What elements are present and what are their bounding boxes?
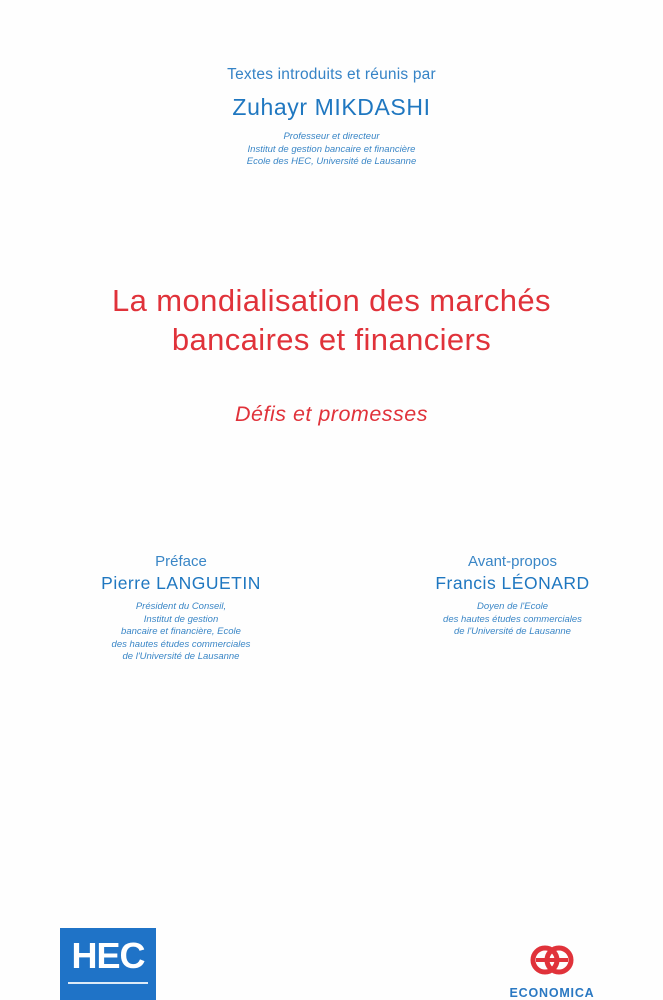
foreword-label: Avant-propos xyxy=(468,553,557,570)
preface-affiliation xyxy=(40,601,322,664)
economica-logo xyxy=(502,942,602,1000)
preface-affiliation-line: Président du Conseil, xyxy=(135,601,227,612)
preface-affiliation-line: bancaire et financière, Ecole xyxy=(121,626,241,637)
foreword-author: Francis LÉONARD xyxy=(435,573,590,593)
book-title-line: bancaires et financiers xyxy=(171,322,492,357)
editor-affiliation-line: Ecole des HEC, Université de Lausanne xyxy=(246,156,417,167)
preface-label: Préface xyxy=(155,553,207,570)
foreword-affiliation-line: des hautes études commerciales xyxy=(443,613,582,625)
preface-author: Pierre LANGUETIN xyxy=(101,573,261,593)
economica-emblem-icon xyxy=(530,942,574,978)
editor-affiliation xyxy=(0,131,663,169)
preface-affiliation-line: de l'Université de Lausanne xyxy=(122,651,240,662)
hec-logo xyxy=(60,928,156,1000)
book-title-line: La mondialisation des marchés xyxy=(112,283,551,318)
hec-logo-rule xyxy=(68,982,148,984)
book-subtitle: Défis et promesses xyxy=(234,402,428,426)
preface-block xyxy=(40,552,322,664)
book-title xyxy=(0,281,663,359)
foreword-affiliation-line: de l'Université de Lausanne xyxy=(454,626,571,637)
economica-logo-text: ECONOMICA xyxy=(509,986,595,1000)
editor-name: Zuhayr MIKDASHI xyxy=(232,94,431,120)
foreword-block xyxy=(380,552,645,639)
foreword-affiliation-line: Doyen de l'Ecole xyxy=(477,601,548,612)
editor-affiliation-line: Professeur et directeur xyxy=(283,131,380,142)
intro-text: Textes introduits et réunis par xyxy=(227,66,436,83)
preface-affiliation-line: Institut de gestion xyxy=(143,613,219,625)
editor-affiliation-line: Institut de gestion bancaire et financière xyxy=(247,143,416,155)
preface-affiliation-line: des hautes études commerciales xyxy=(111,638,251,650)
foreword-affiliation xyxy=(380,601,645,639)
hec-logo-text: HEC xyxy=(71,935,145,976)
